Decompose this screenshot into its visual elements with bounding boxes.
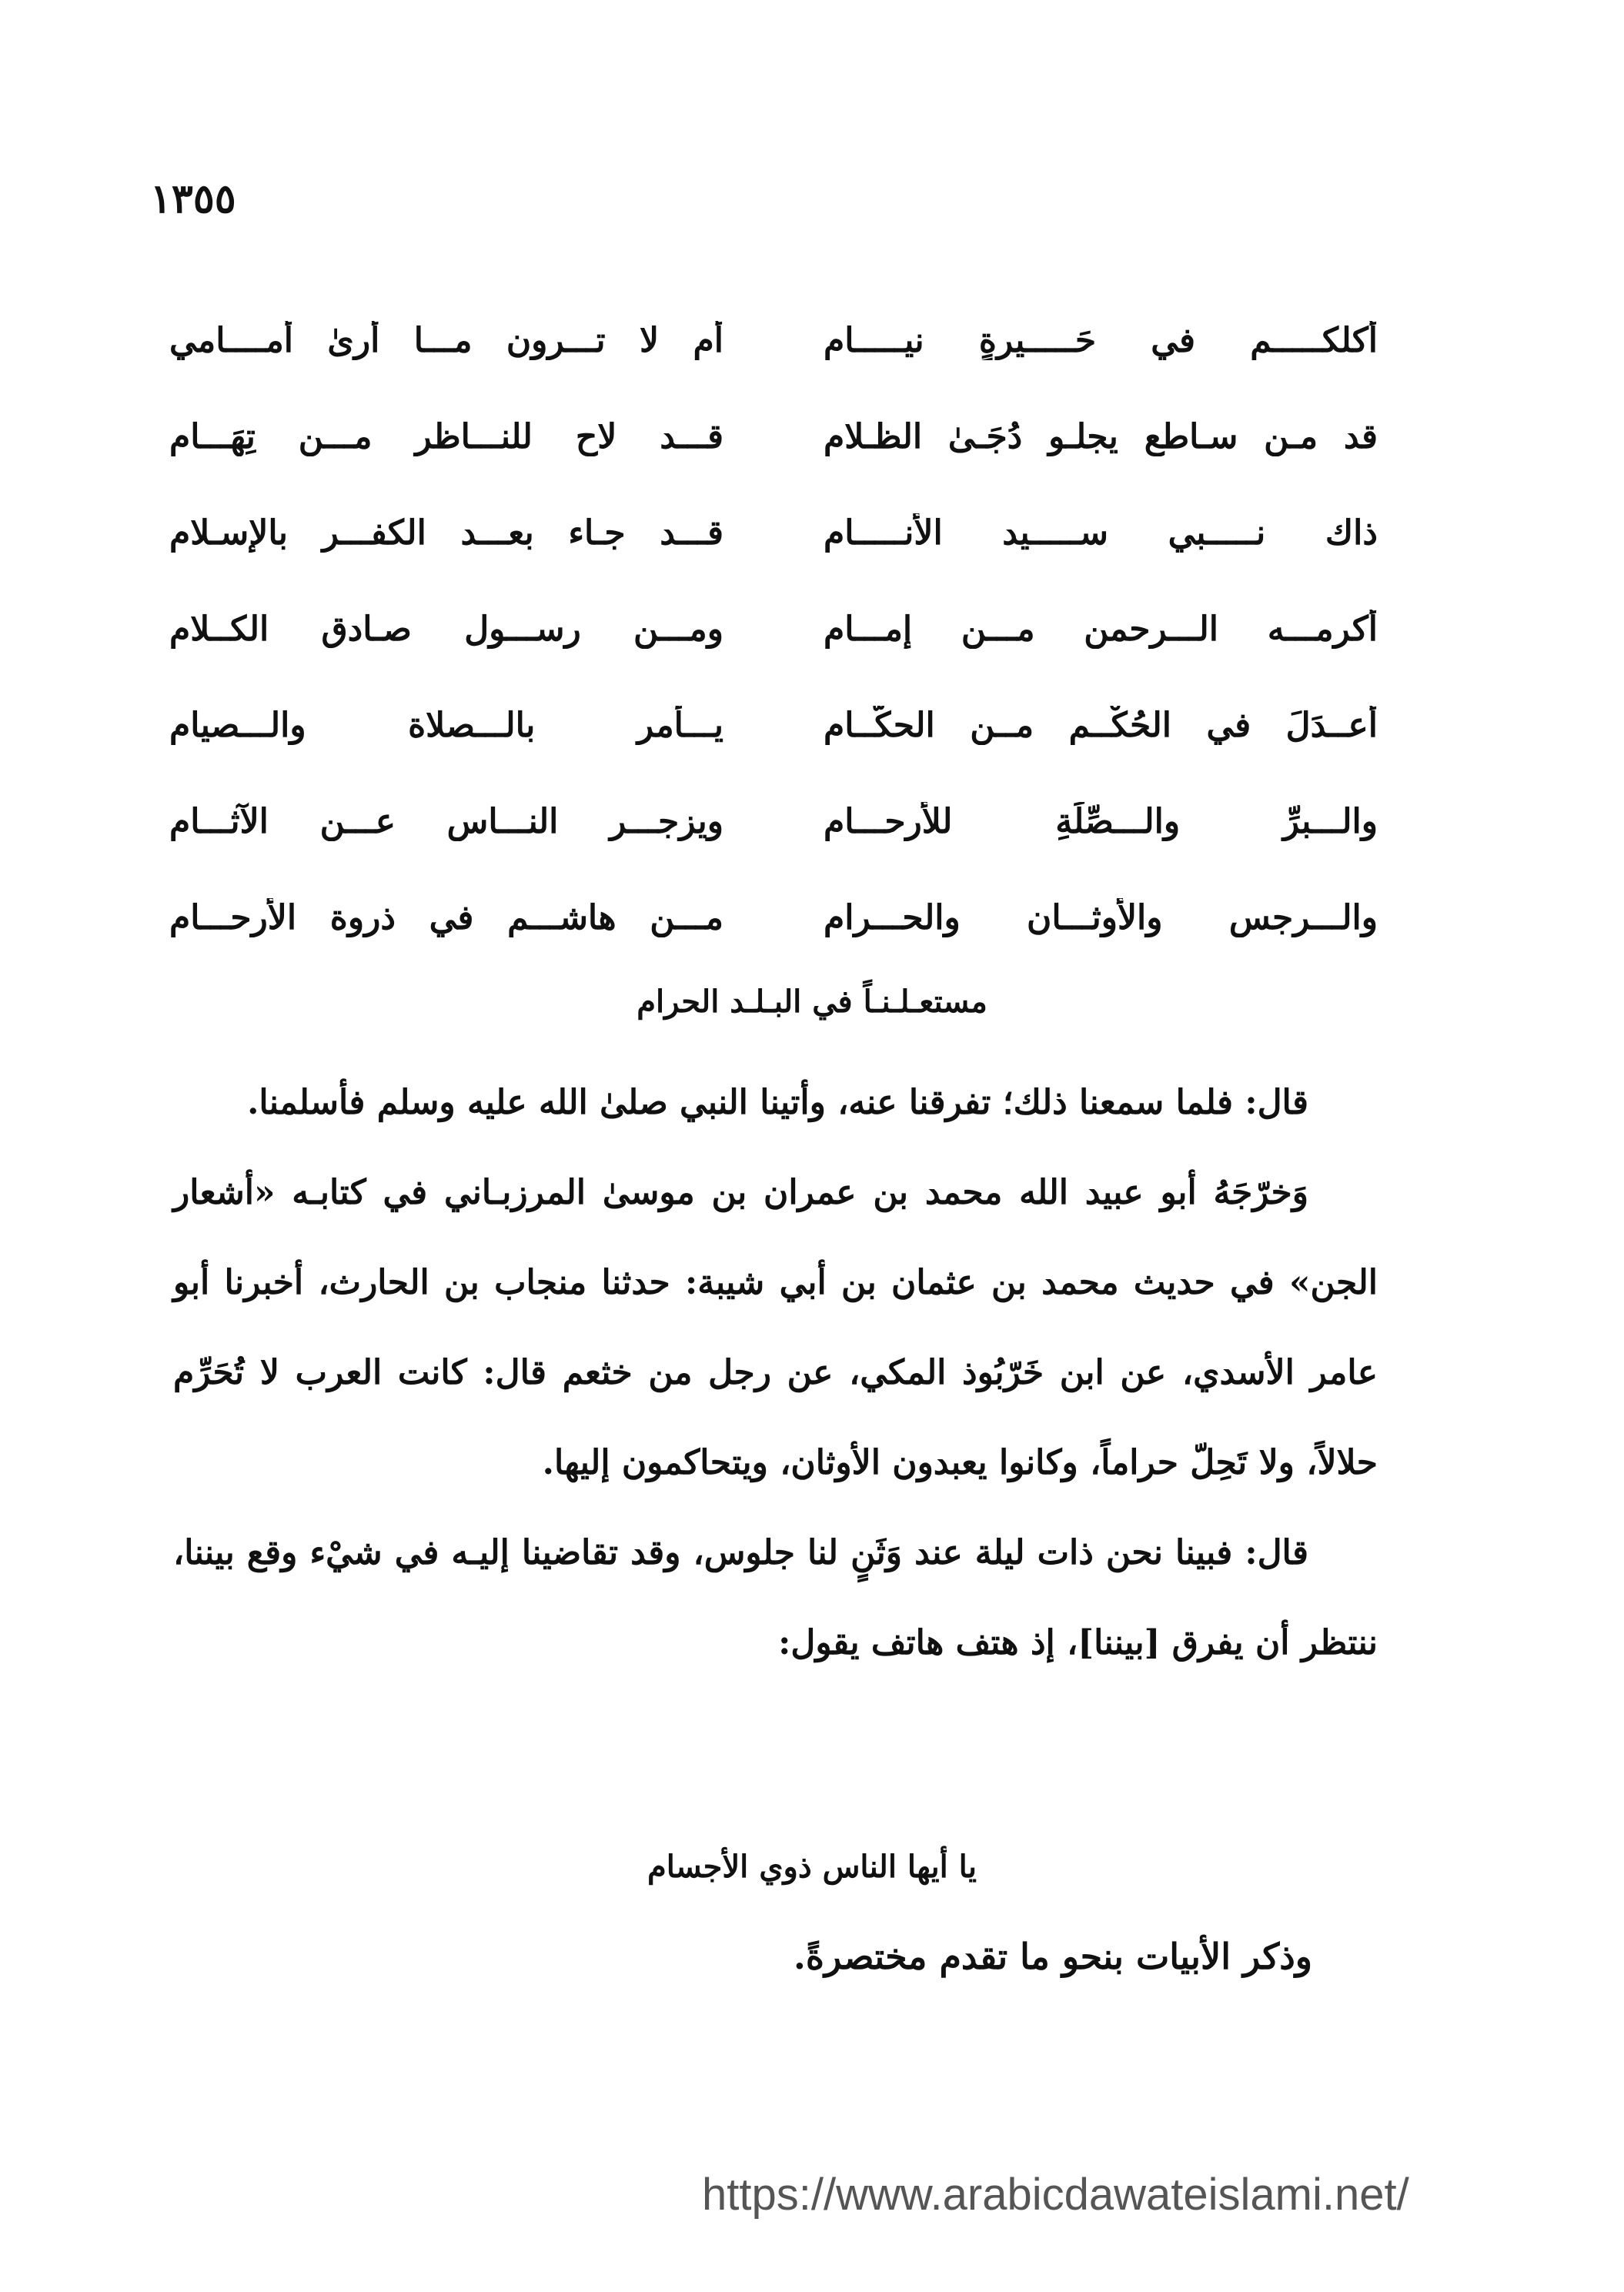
- verse-right-hemistich: أكلكـــــم في حَـــــيرةٍ نيـــــام: [824, 321, 1378, 360]
- verse-right-hemistich: والـــبرِّ والـــصِّلَةِ للأرحـــام: [824, 802, 1378, 841]
- verse-right-hemistich: أكرمـــه الـــرحمن مـــن إمـــام: [824, 610, 1378, 649]
- verse-left-hemistich: ويزجـــر النـــاس عـــن الآثـــام: [169, 802, 723, 841]
- verse-left-hemistich: ومـــن رســـول صـادق الكــلام: [169, 610, 723, 649]
- poem: [169, 292, 1378, 966]
- verse: [169, 581, 1378, 677]
- paragraph: قال: فبينا نحن ذات ليلة عند وَثَنٍ لنا جلوس، وقد تقاضينا إليـه في شيْء وقع بيننا، ننتظر أن يفرق [بيننا]، إذ هتف هاتف يقول:: [173, 1533, 1378, 1662]
- verse-right-hemistich: أَعــدَلَ في الحُكْــم مــن الحكّــام: [824, 706, 1378, 745]
- final-hemistich: مستعـلـنـاً في البـلـد الحرام: [637, 984, 987, 1020]
- quoted-line: يا أيها الناس ذوي الأجسام: [647, 1849, 977, 1885]
- verse-right-hemistich: والـــرجس والأوثـــان والحـــرام: [824, 898, 1378, 937]
- paragraph: وَخرّجَهُ أبو عبيد الله محمد بن عمران بن موسىٰ المرزبـاني في كتابـه «أشعار الجن» في حديث محمد بن عثمان بن أبي شيبة: حدثنا منجاب بن الحارث، أخبرنا أبو عامر الأسدي، عن ابن خَرّبُوذ المكي، عن رجل من خثعم قال: كانت العرب لا تُحَرِّم حلالاً، ولا تَحِلّ حراماً، وكانوا يعبدون الأوثان، ويتحاكمون إليها.: [173, 1173, 1378, 1482]
- verse: [169, 677, 1378, 773]
- verse-left-hemistich: قـــد لاح للنـــاظر مـــن تِهَـــام: [169, 417, 723, 456]
- verse-left-hemistich: يـــأمر بالـــصلاة والـــصيام: [169, 706, 723, 745]
- verse-right-hemistich: ذاك نـــــبي ســـــيد الأنـــــام: [824, 513, 1378, 553]
- verse-left-hemistich: أم لا تـــرون مـــا أرىٰ أمــــامي: [169, 321, 723, 360]
- paragraph: قال: فلما سمعنا ذلك؛ تفرقنا عنه، وأتينا النبي صلىٰ الله عليه وسلم فأسلمنا.: [247, 1083, 1308, 1122]
- verse: [169, 773, 1378, 870]
- verse-left-hemistich: قـــد جـاء بعـــد الكفـــر بالإسـلام: [169, 513, 723, 553]
- verse: [169, 485, 1378, 581]
- closing-line: وذكر الأبيات بنحو ما تقدم مختصرةً.: [793, 1936, 1312, 1977]
- body-text: [173, 1057, 1378, 1688]
- page-number: ١٣٥٥: [150, 175, 236, 222]
- verse: [169, 389, 1378, 485]
- watermark-url: https://www.arabicdawateislami.net/: [702, 2170, 1409, 2220]
- verse-right-hemistich: قد مـن سـاطع يجلـو دُجَـىٰ الظـلام: [824, 417, 1378, 456]
- verse-left-hemistich: مـــن هاشـــم في ذروة الأرحـــام: [169, 898, 723, 937]
- verse: [169, 292, 1378, 389]
- verse: [169, 870, 1378, 966]
